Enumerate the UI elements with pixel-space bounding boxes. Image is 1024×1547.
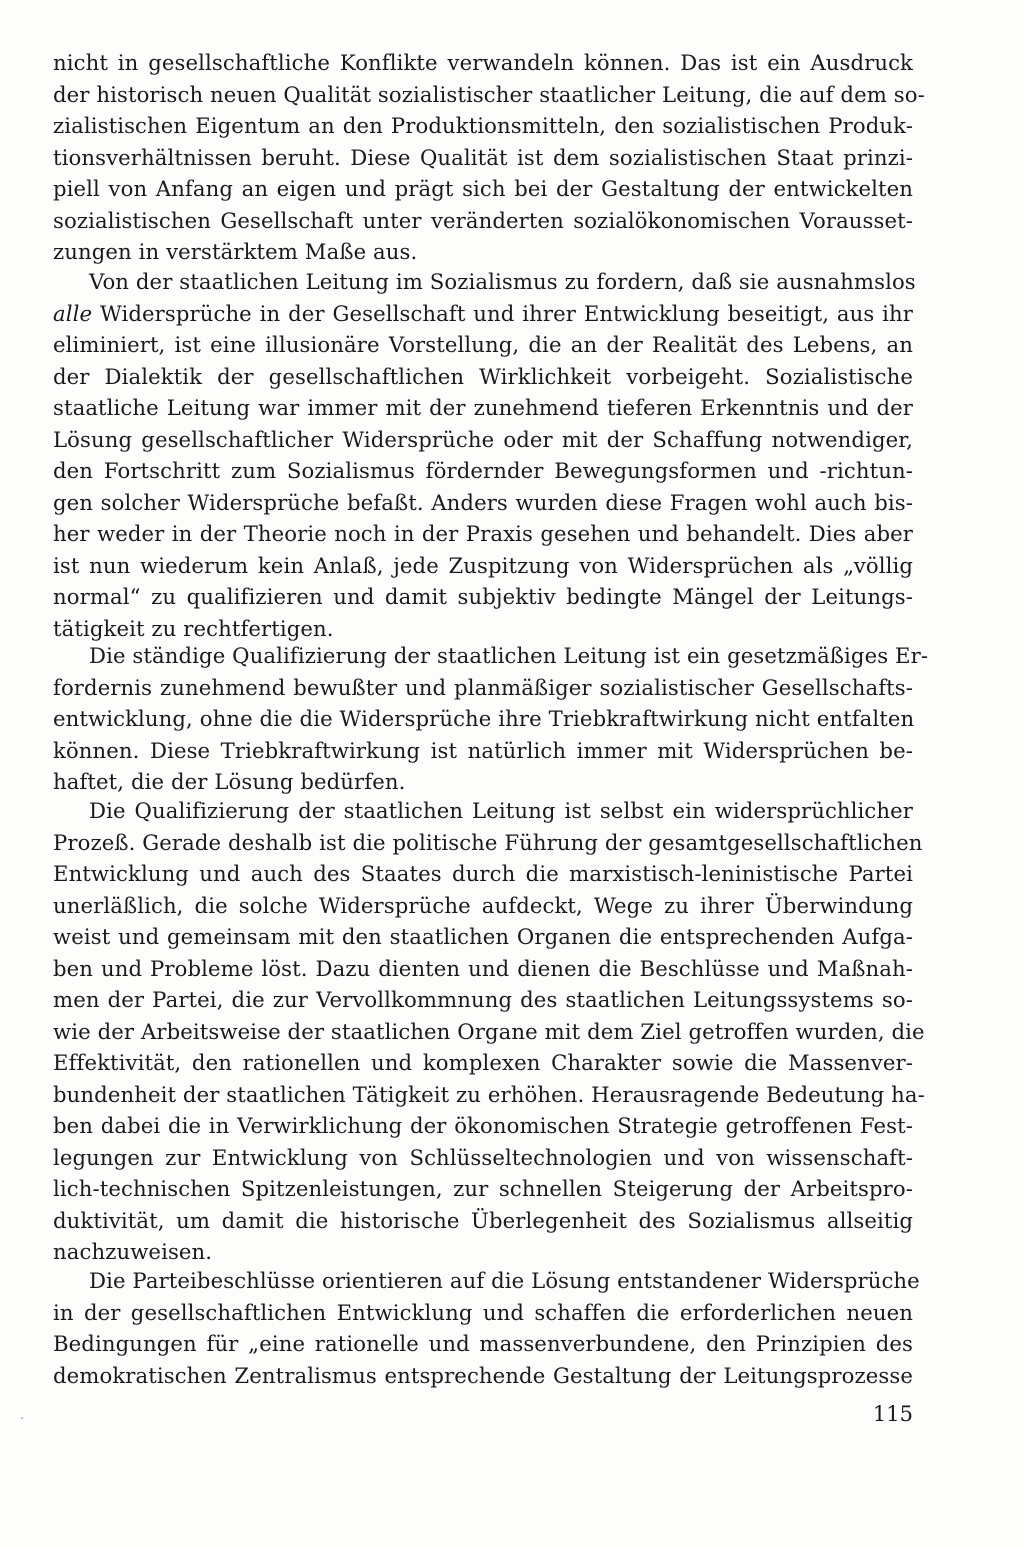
text-line: piell von Anfang an eigen und prägt sich bei der Gestaltung der entwickelten	[53, 176, 913, 201]
text-line: bundenheit der staatlichen Tätigkeit zu erhöhen. Herausragende Bedeutung ha-	[53, 1081, 925, 1107]
page-number: 115	[872, 1402, 913, 1426]
text-line: zialistischen Eigentum an den Produktionsmitteln, den sozialistischen Produk-	[53, 113, 913, 138]
text-line: nicht in gesellschaftliche Konflikte verwandeln können. Das ist ein Ausdruck	[53, 50, 913, 75]
text-line: alle Widersprüche in der Gesellschaft und ihrer Entwicklung beseitigt, aus ihr	[53, 300, 913, 326]
text-line: legungen zur Entwicklung von Schlüsseltechnologien und von wissenschaft-	[53, 1144, 913, 1170]
text-line: ist nun wiederum kein Anlaß, jede Zuspitzung von Widersprüchen als „völlig	[53, 552, 913, 578]
text-line: Von der staatlichen Leitung im Sozialismus zu fordern, daß sie ausnahmslos	[89, 269, 916, 294]
text-line: tionsverhältnissen beruht. Diese Qualität ist dem sozialistischen Staat prinzi-	[53, 144, 913, 170]
text-line: Entwicklung und auch des Staates durch die marxistisch-leninistische Partei	[53, 861, 913, 886]
paragraph-4	[53, 795, 925, 1268]
text-line: Lösung gesellschaftlicher Widersprüche oder mit der Schaffung notwendiger,	[53, 426, 913, 452]
text-line: ben dabei die in Verwirklichung der ökonomischen Strategie getroffenen Fest-	[53, 1113, 913, 1138]
text-line: staatliche Leitung war immer mit der zunehmend tieferen Erkenntnis und der	[53, 395, 913, 420]
text-line: duktivität, um damit die historische Überlegenheit des Sozialismus allseitig	[53, 1207, 913, 1233]
paragraph-1	[53, 47, 925, 268]
text-line: haftet, die der Lösung bedürfen.	[53, 769, 406, 794]
text-line: Die ständige Qualifizierung der staatlichen Leitung ist ein gesetzmäßiges Er-	[89, 643, 929, 668]
text-line: gen solcher Widersprüche befaßt. Anders wurden diese Fragen wohl auch bis-	[53, 489, 913, 515]
text-line: men der Partei, die zur Vervollkommnung des staatlichen Leitungssystems so-	[53, 987, 913, 1012]
text-line: Die Parteibeschlüsse orientieren auf die Lösung entstandener Widersprüche	[89, 1268, 920, 1293]
text-line: Effektivität, den rationellen und komplexen Charakter sowie die Massenver-	[53, 1050, 913, 1075]
text-line: Bedingungen für „eine rationelle und massenverbundene, den Prinzipien des	[53, 1331, 913, 1356]
text-line: lich-technischen Spitzenleistungen, zur schnellen Steigerung der Arbeitspro-	[53, 1176, 913, 1201]
text-line: können. Diese Triebkraftwirkung ist natürlich immer mit Widersprüchen be-	[53, 737, 913, 763]
text-line: demokratischen Zentralismus entsprechende Gestaltung der Leitungsprozesse	[53, 1362, 913, 1388]
text-line: her weder in der Theorie noch in der Praxis gesehen und behandelt. Dies aber	[53, 521, 913, 546]
text-line: in der gesellschaftlichen Entwicklung und schaffen die erforderlichen neuen	[53, 1299, 913, 1325]
text-line: fordernis zunehmend bewußter und planmäßiger sozialistischer Gesellschafts-	[53, 674, 913, 700]
text-line: normal“ zu qualifizieren und damit subjektiv bedingte Mängel der Leitungs-	[53, 584, 913, 609]
scan-speck	[21, 1417, 23, 1419]
text-line: der Dialektik der gesellschaftlichen Wirklichkeit vorbeigeht. Sozialistische	[53, 363, 913, 389]
paragraph-5	[53, 1265, 920, 1391]
text-line: eliminiert, ist eine illusionäre Vorstellung, die an der Realität des Lebens, an	[53, 332, 913, 357]
text-line: weist und gemeinsam mit den staatlichen Organen die entsprechenden Aufga-	[53, 924, 913, 949]
emphasis: alle	[53, 300, 93, 326]
text-line: der historisch neuen Qualität sozialistischer staatlicher Leitung, die auf dem so-	[53, 81, 925, 107]
text-line: den Fortschritt zum Sozialismus fördernder Bewegungsformen und -richtun-	[53, 458, 913, 483]
text-line: tätigkeit zu rechtfertigen.	[53, 615, 334, 641]
paragraph-2	[53, 266, 916, 644]
text-line: sozialistischen Gesellschaft unter veränderten sozialökonomischen Vorausset-	[53, 207, 913, 233]
text-line: Prozeß. Gerade deshalb ist die politische Führung der gesamtgesellschaftlichen	[53, 829, 923, 855]
text-line: Die Qualifizierung der staatlichen Leitung ist selbst ein widersprüchlicher	[89, 798, 913, 823]
text-line: ben und Probleme löst. Dazu dienten und dienen die Beschlüsse und Maßnah-	[53, 955, 913, 981]
text-line: nachzuweisen.	[53, 1239, 213, 1264]
text-line: entwicklung, ohne die die Widersprüche ihre Triebkraftwirkung nicht entfalten	[53, 706, 915, 731]
text-line: zungen in verstärktem Maße aus.	[53, 239, 418, 264]
text-line: wie der Arbeitsweise der staatlichen Organe mit dem Ziel getroffen wurden, die	[53, 1018, 925, 1044]
paragraph-3	[53, 640, 929, 798]
text-line: unerläßlich, die solche Widersprüche aufdeckt, Wege zu ihrer Überwindung	[53, 892, 913, 918]
